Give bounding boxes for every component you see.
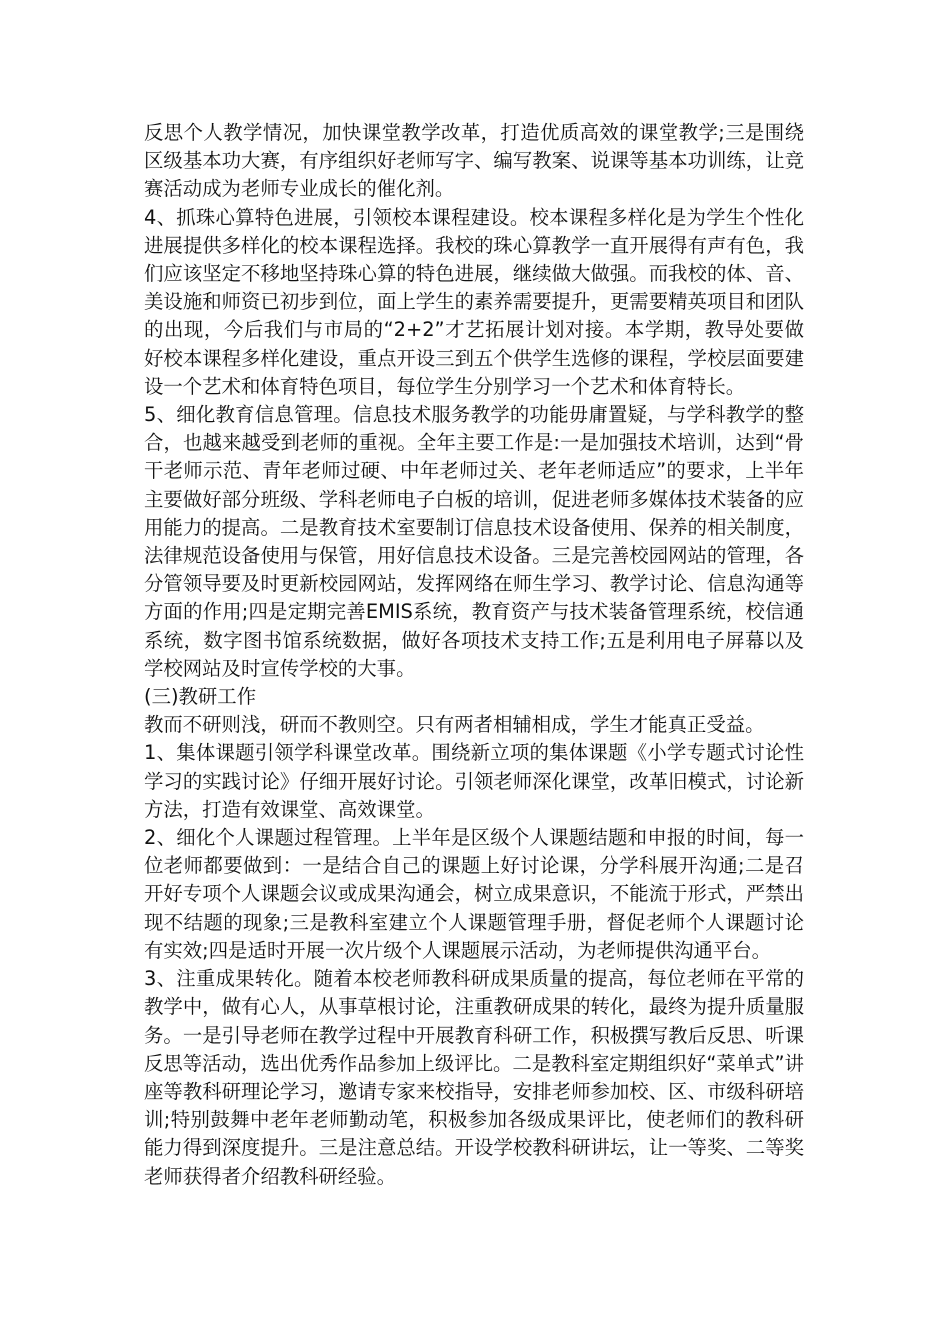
document-body [144, 119, 804, 1191]
section-heading-research: (三)教研工作 [144, 685, 257, 709]
paragraph-item-2-personal-topic: 2、细化个人课题过程管理。上半年是区级个人课题结题和申报的时间，每一位老师都要做到：一是结合自己的课题上好讨论课，分学科展开沟通;二是召开好专项个人课题会议或成果沟通会，树立成果意识，不能流于形式，严禁出现不结题的现象;三是教科室建立个人课题管理手册，督促老师个人课题讨论有实效;四是适时开展一次片级个人课题展示活动，为老师提供沟通平台。 [144, 826, 804, 962]
paragraph-item-5-info-management: 5、细化教育信息管理。信息技术服务教学的功能毋庸置疑，与学科教学的整合，也越来越受到老师的重视。全年主要工作是:一是加强技术培训，达到“骨干老师示范、青年老师过硬、中年老师过关、老年老师适应”的要求，上半年主要做好部分班级、学科老师电子白板的培训，促进老师多媒体技术装备的应用能力的提高。二是教育技术室要制订信息技术设备使用、保养的相关制度，法律规范设备使用与保管，用好信息技术设备。三是完善校园网站的管理，各分管领导要及时更新校园网站，发挥网络在师生学习、教学讨论、信息沟通等方面的作用;四是定期完善EMIS系统，教育资产与技术装备管理系统，校信通系统，数字图书馆系统数据，做好各项技术支持工作;五是利用电子屏幕以及学校网站及时宣传学校的大事。 [144, 403, 804, 680]
paragraph-research-intro: 教而不研则浅，研而不教则空。只有两者相辅相成，学生才能真正受益。 [144, 713, 765, 737]
paragraph-item-3-results: 3、注重成果转化。随着本校老师教科研成果质量的提高，每位老师在平常的教学中，做有心人，从事草根讨论，注重教研成果的转化，最终为提升质量服务。一是引导老师在教学过程中开展教育科研工作，积极撰写教后反思、听课反思等活动，选出优秀作品参加上级评比。二是教科室定期组织好“菜单式”讲座等教科研理论学习，邀请专家来校指导，安排老师参加校、区、市级科研培训;特别鼓舞中老年老师勤动笔，积极参加各级成果评比，使老师们的教科研能力得到深度提升。三是注意总结。开设学校教科研讲坛，让一等奖、二等奖老师获得者介绍教科研经验。 [144, 967, 804, 1188]
paragraph-item-1-collective-topic: 1、集体课题引领学科课堂改革。围绕新立项的集体课题《小学专题式讨论性学习的实践讨论》仔细开展好讨论。引领老师深化课堂，改革旧模式，讨论新方法，打造有效课堂、高效课堂。 [144, 741, 804, 821]
paragraph-continuation: 反思个人教学情况，加快课堂教学改革，打造优质高效的课堂教学;三是围绕区级基本功大赛，有序组织好老师写字、编写教案、说课等基本功训练，让竞赛活动成为老师专业成长的催化剂。 [144, 121, 804, 201]
paragraph-item-4-zhuxinsuan: 4、抓珠心算特色进展，引领校本课程建设。校本课程多样化是为学生个性化进展提供多样化的校本课程选择。我校的珠心算教学一直开展得有声有色，我们应该坚定不移地坚持珠心算的特色进展，继续做大做强。而我校的体、音、美设施和师资已初步到位，面上学生的素养需要提升，更需要精英项目和团队的出现，今后我们与市局的“2+2”才艺拓展计划对接。本学期，教导处要做好校本课程多样化建设，重点开设三到五个供学生选修的课程，学校层面要建设一个艺术和体育特色项目，每位学生分别学习一个艺术和体育特长。 [144, 205, 804, 398]
